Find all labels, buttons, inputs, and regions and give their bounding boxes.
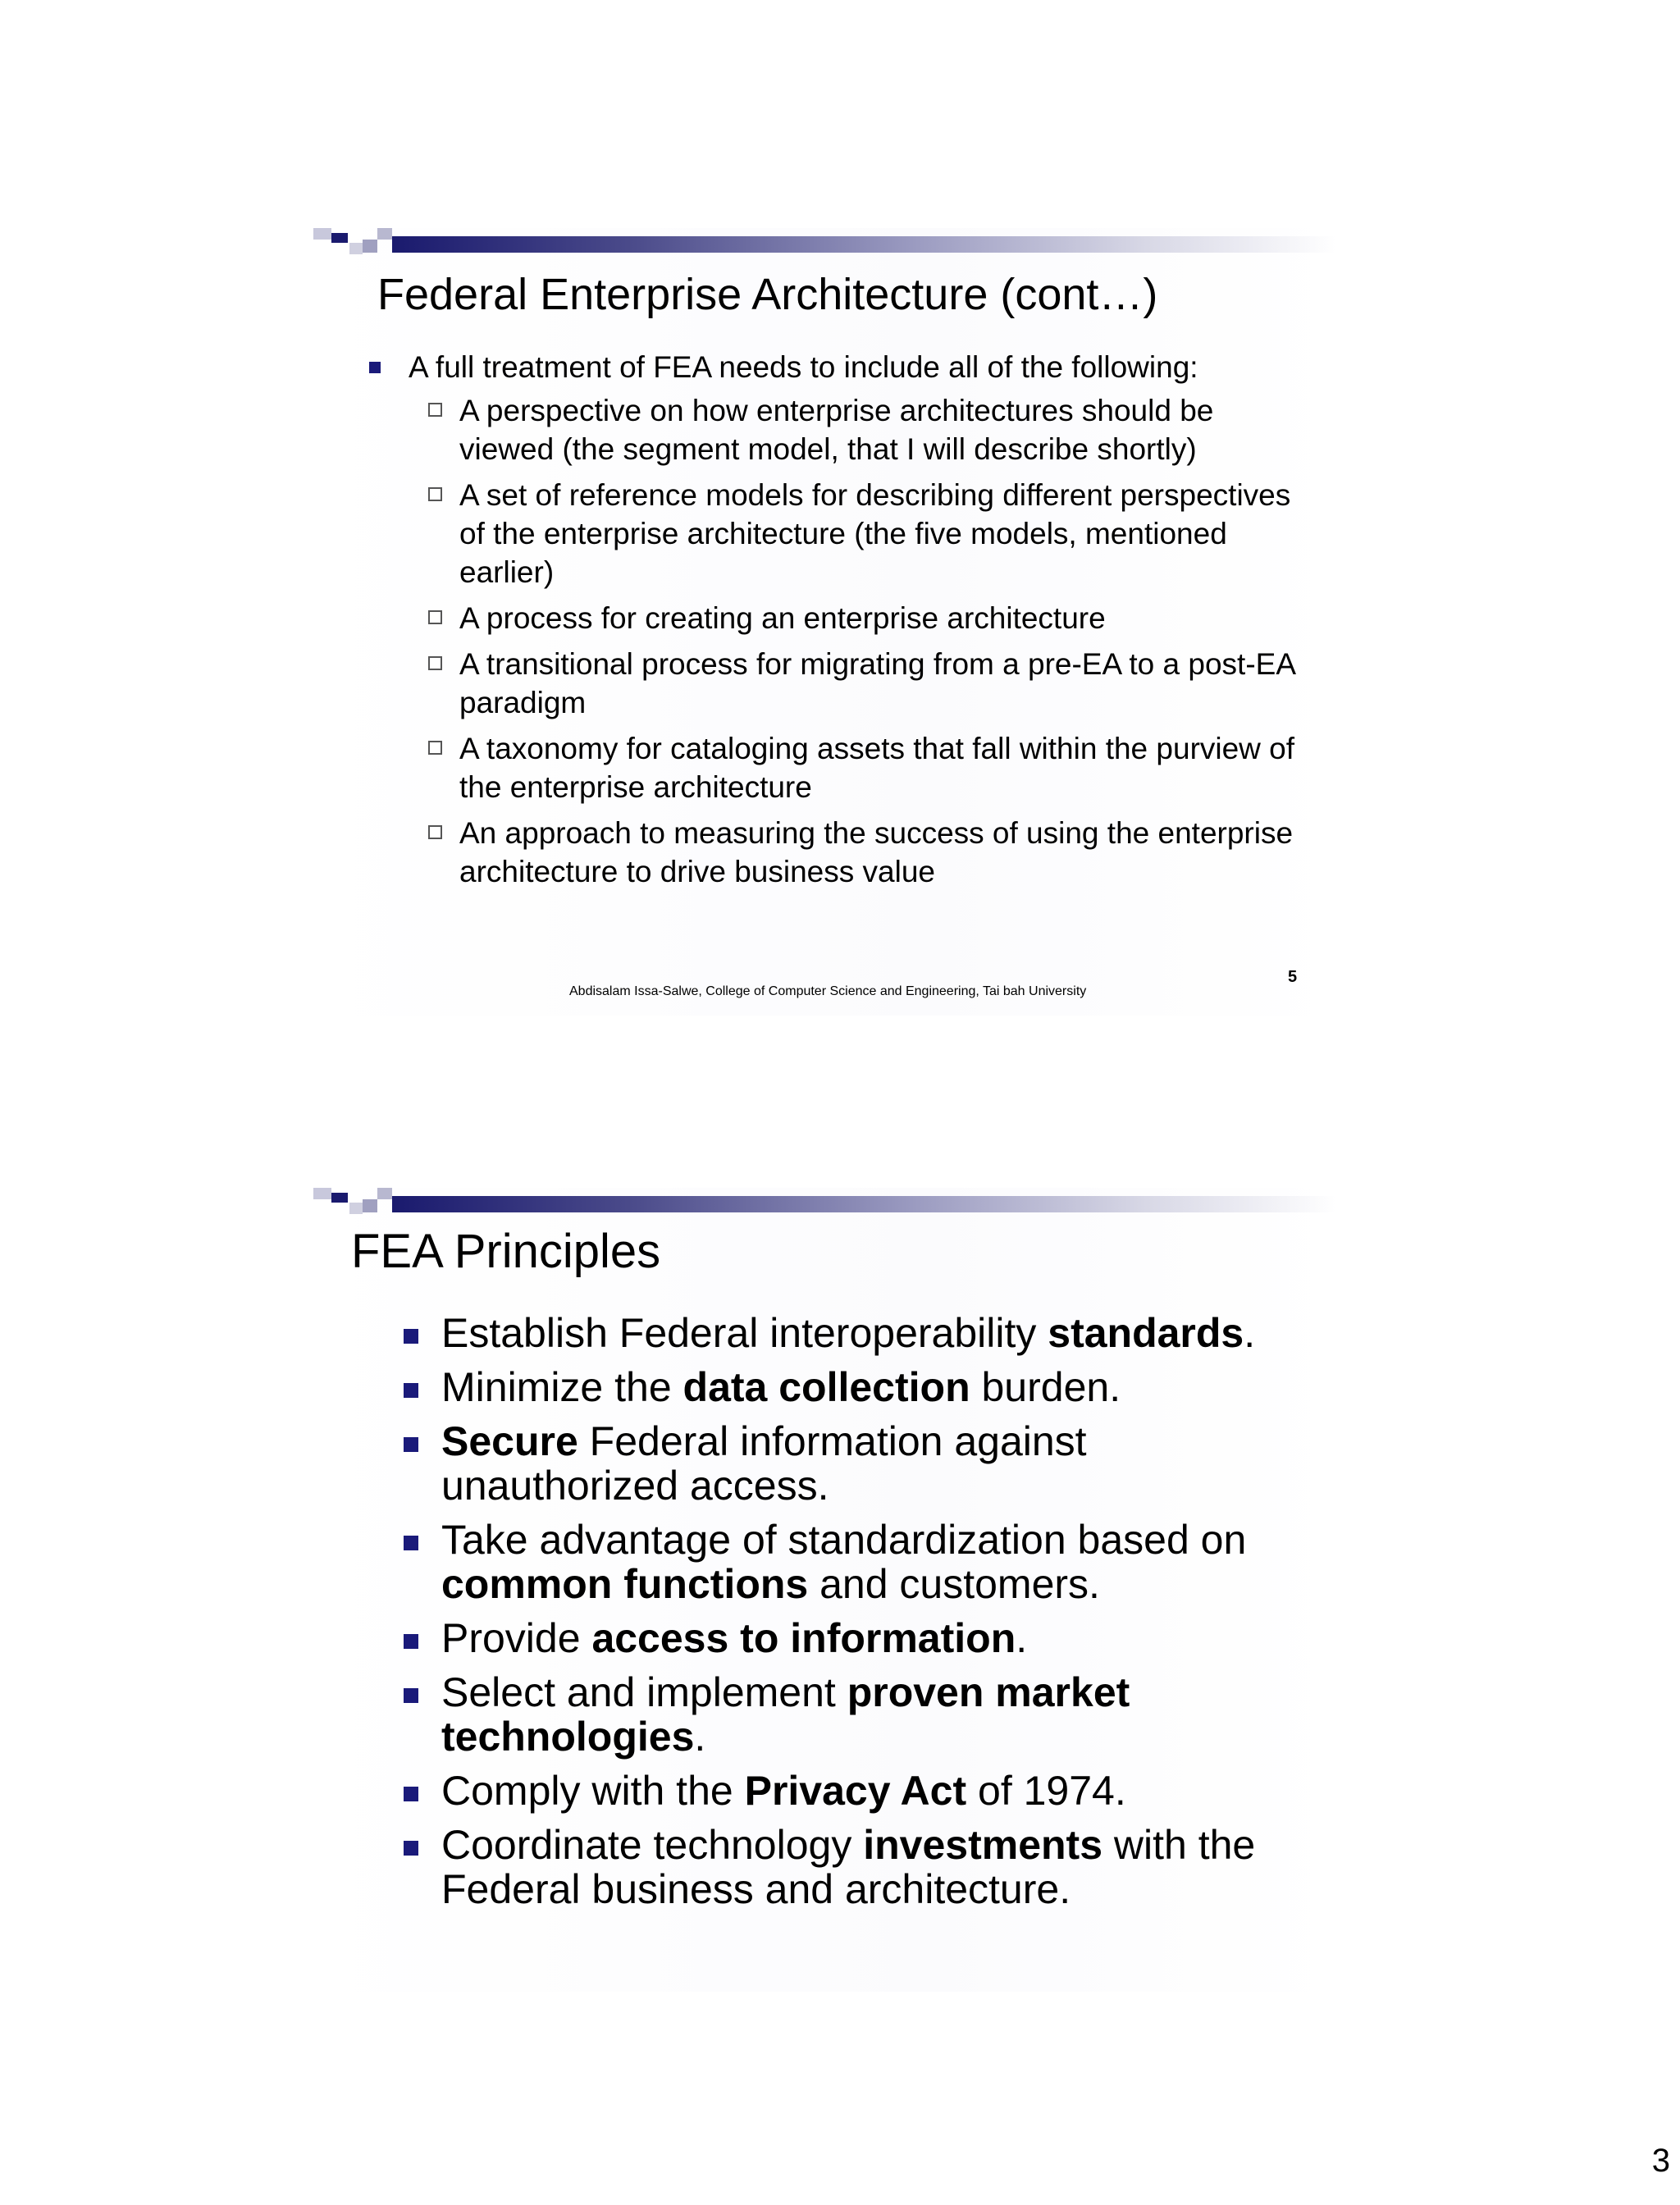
slide-footer: Abdisalam Issa-Salwe, College of Computer Science and Engineering, Tai bah University (569, 984, 1087, 998)
principle-text: Comply with the (441, 1768, 745, 1814)
principle-text: burden. (970, 1364, 1121, 1410)
principle-item (404, 1365, 1306, 1409)
sub-list-item (413, 729, 1304, 806)
principle-item (404, 1769, 1306, 1813)
principle-emphasis: standards (1048, 1310, 1244, 1356)
hollow-square-bullet-icon (428, 610, 442, 624)
square-bullet-icon (404, 1536, 418, 1550)
sub-list-item (413, 391, 1304, 468)
header-deco-square (348, 1188, 363, 1199)
principle-text: Select and implement (441, 1669, 847, 1715)
header-deco-square (349, 1203, 363, 1214)
hollow-square-bullet-icon (428, 487, 442, 501)
principle-item (404, 1616, 1306, 1660)
header-deco-square (331, 1193, 348, 1203)
principle-item (404, 1518, 1306, 1606)
principle-text: Minimize the (441, 1364, 683, 1410)
principle-text: Federal information against unauthorized access. (441, 1418, 1087, 1509)
principle-emphasis: investments (863, 1822, 1103, 1868)
sub-item-text: A process for creating an enterprise architecture (459, 601, 1106, 635)
header-deco-square (363, 240, 377, 253)
principle-text: of 1974. (966, 1768, 1126, 1814)
square-bullet-icon (404, 1634, 418, 1649)
sub-list-item (413, 599, 1304, 637)
sub-item-text: A set of reference models for describing different perspectives of the enterprise architecture (the five models, mentioned earlier) (459, 478, 1291, 589)
principle-text: . (694, 1714, 706, 1760)
sub-list-item (413, 814, 1304, 891)
principle-emphasis: common functions (441, 1561, 809, 1607)
header-deco-square (377, 1188, 392, 1199)
principle-text: . (1244, 1310, 1256, 1356)
principles-list (404, 1311, 1306, 1921)
square-bullet-icon (404, 1383, 418, 1398)
principle-text: with the Federal business and architecture. (441, 1822, 1256, 1912)
square-bullet-icon (404, 1437, 418, 1452)
principle-text: . (1016, 1615, 1028, 1661)
slide-title: FEA Principles (351, 1225, 661, 1278)
square-bullet-icon (404, 1841, 418, 1856)
slide-title: Federal Enterprise Architecture (cont…) (377, 270, 1158, 319)
principle-emphasis: data collection (682, 1364, 970, 1410)
square-bullet-icon (404, 1787, 418, 1801)
header-deco-square (349, 243, 363, 254)
principle-text: Establish Federal interoperability (441, 1310, 1048, 1356)
header-gradient-line (392, 1196, 1335, 1212)
header-deco-square (363, 1199, 377, 1212)
header-deco-square (377, 228, 392, 240)
hollow-square-bullet-icon (428, 403, 442, 417)
header-deco-square (348, 228, 363, 240)
hollow-square-bullet-icon (428, 656, 442, 670)
principle-item (404, 1670, 1306, 1759)
principle-text: Provide (441, 1615, 592, 1661)
principle-emphasis: proven market technologies (441, 1669, 1130, 1760)
bullet-list (369, 348, 1312, 898)
header-deco-square (313, 228, 331, 240)
principle-emphasis: Secure (441, 1418, 578, 1464)
slide-number: 5 (1288, 968, 1298, 986)
slide-5 (313, 228, 1339, 1016)
intro-text: A full treatment of FEA needs to include all of the following: (409, 350, 1198, 384)
square-bullet-icon (404, 1329, 418, 1344)
sub-list-item (413, 476, 1304, 591)
hollow-square-bullet-icon (428, 825, 442, 839)
sub-list (409, 391, 1312, 891)
slide-fea-principles (313, 1188, 1339, 1992)
hollow-square-bullet-icon (428, 741, 442, 755)
header-deco-square (331, 233, 348, 243)
principle-item (404, 1823, 1306, 1911)
principle-text: and customers. (808, 1561, 1100, 1607)
sub-item-text: A taxonomy for cataloging assets that fall within the purview of the enterprise architecture (459, 732, 1295, 804)
principle-text: Take advantage of standardization based on (441, 1517, 1247, 1563)
principle-item (404, 1419, 1306, 1508)
principle-emphasis: Privacy Act (744, 1768, 967, 1814)
sub-list-item (413, 645, 1304, 722)
principle-text: Coordinate technology (441, 1822, 864, 1868)
header-deco-square (313, 1188, 331, 1199)
page-number: 3 (1651, 2143, 1670, 2179)
slide-header-bar (313, 228, 1339, 266)
sub-item-text: A perspective on how enterprise architectures should be viewed (the segment model, that I will describe shortly) (459, 394, 1214, 466)
square-bullet-icon (404, 1688, 418, 1703)
square-bullet-icon (369, 362, 381, 373)
principle-item (404, 1311, 1306, 1355)
sub-item-text: An approach to measuring the success of using the enterprise architecture to drive business value (459, 816, 1294, 888)
header-gradient-line (392, 236, 1335, 253)
principle-emphasis: access to information (591, 1615, 1016, 1661)
slide-header-bar (313, 1188, 1339, 1226)
sub-item-text: A transitional process for migrating from a pre-EA to a post-EA paradigm (459, 647, 1294, 719)
list-item (369, 348, 1312, 891)
